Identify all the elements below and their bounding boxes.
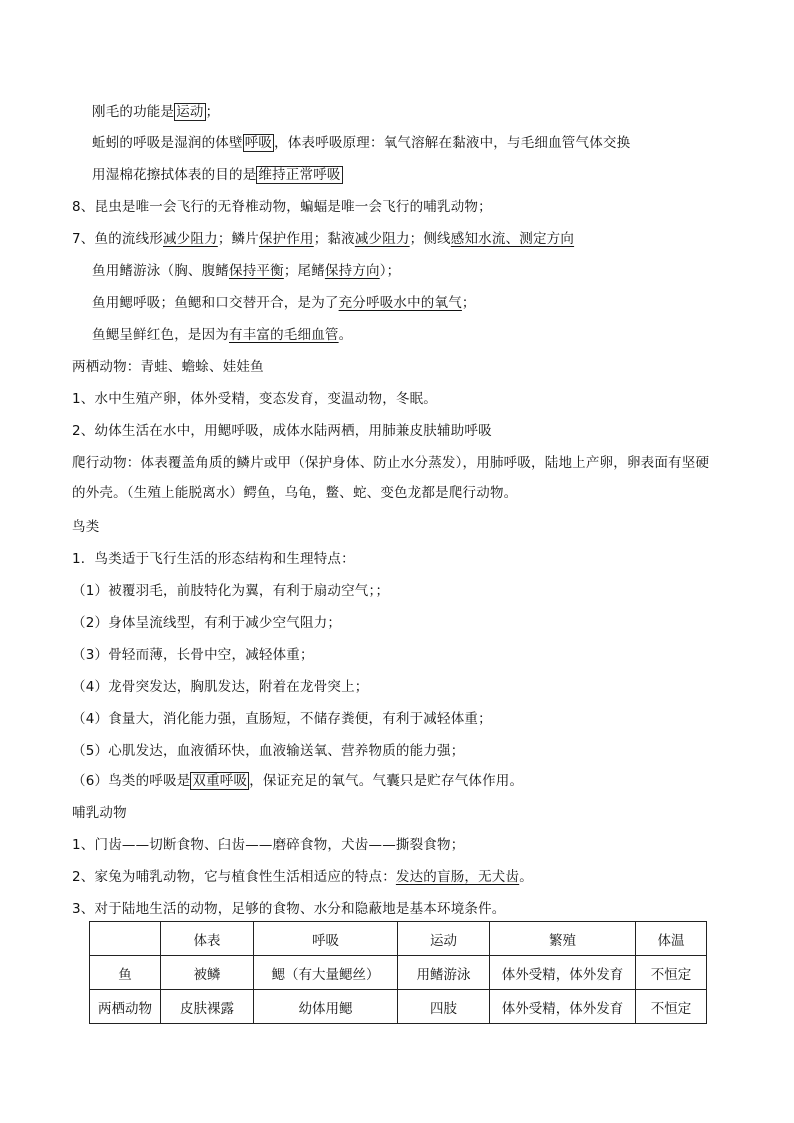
underlined-answer: 保护作用 — [258, 231, 314, 247]
boxed-answer: 维持正常呼吸 — [258, 167, 341, 183]
underlined-answer: 保持方向 — [324, 263, 380, 279]
table-cell: 四肢 — [398, 990, 490, 1024]
table-header-cell: 体表 — [161, 922, 254, 956]
text-line: 1、水中生殖产卵，体外受精，变态发育，变温动物，冬眠。 — [72, 391, 437, 407]
underlined-answer: 减少阻力 — [354, 231, 410, 247]
table-header-cell: 运动 — [398, 922, 490, 956]
table-cell: 鳃（有大量鳃丝） — [254, 956, 398, 990]
table-header-cell — [90, 922, 161, 956]
text-line: 7、鱼的流线形减少阻力；鳞片保护作用；黏液减少阻力；侧线感知水流、测定方向 — [72, 231, 575, 247]
list-item: （3）骨轻而薄，长骨中空，减轻体重； — [72, 647, 314, 663]
table-header-cell: 繁殖 — [490, 922, 636, 956]
table-cell: 体外受精，体外发育 — [490, 990, 636, 1024]
table-cell: 被鳞 — [161, 956, 254, 990]
text-line: 8、昆虫是唯一会飞行的无脊椎动物，蝙蝠是唯一会飞行的哺乳动物； — [72, 199, 492, 215]
table-cell: 幼体用鳃 — [254, 990, 398, 1024]
table-header-cell: 体温 — [636, 922, 707, 956]
section-heading: 两栖动物：青蛙、蟾蜍、娃娃鱼 — [72, 359, 264, 375]
table-cell: 用鳍游泳 — [398, 956, 490, 990]
table-header-cell: 呼吸 — [254, 922, 398, 956]
text-line: 1、门齿——切断食物、臼齿——磨碎食物，犬齿——撕裂食物； — [72, 837, 465, 853]
underlined-answer: 发达的盲肠，无犬齿 — [395, 869, 520, 885]
list-item: （2）身体呈流线型，有利于减少空气阻力； — [72, 615, 342, 631]
boxed-answer: 呼吸 — [244, 135, 273, 151]
text-line: 鱼用鳍游泳（胸、腹鳍保持平衡；尾鳍保持方向）； — [92, 263, 401, 279]
underlined-answer: 减少阻力 — [163, 231, 218, 247]
boxed-answer: 双重呼吸 — [192, 773, 248, 789]
table-header-row — [90, 922, 707, 956]
text-line: 2、幼体生活在水中，用鳃呼吸，成体水陆两栖，用肺兼皮肤辅助呼吸 — [72, 423, 492, 439]
text-line: 刚毛的功能是 运动 ； — [92, 104, 220, 120]
table-cell: 皮肤裸露 — [161, 990, 254, 1024]
text-line: 2、家兔为哺乳动物，它与植食性生活相适应的特点：发达的盲肠，无犬齿。 — [72, 869, 533, 885]
underlined-answer: 充分呼吸水中的氧气 — [338, 295, 462, 311]
list-item: （1）被覆羽毛，前肢特化为翼，有利于扇动空气；； — [72, 583, 390, 599]
list-item: （4）食量大，消化能力强，直肠短，不储存粪便，有利于减轻体重； — [72, 711, 492, 727]
text-line: 鱼鳃呈鲜红色，是因为有丰富的毛细血管。 — [92, 327, 353, 343]
underlined-answer: 保持平衡 — [229, 263, 284, 279]
list-item: （6）鸟类的呼吸是 双重呼吸 ，保证充足的氧气。气囊只是贮存气体作用。 — [72, 773, 524, 789]
table-row — [90, 990, 707, 1024]
table-cell: 不恒定 — [636, 990, 707, 1024]
paragraph: 爬行动物：体表覆盖角质的鳞片或甲（保护身体、防止水分蒸发），用肺呼吸，陆地上产卵，卵表面有坚硬的外壳。（生殖上能脱离水）鳄鱼，乌龟，鳖、蛇、变色龙都是爬行动物。 — [72, 455, 710, 501]
underlined-answer: 有丰富的毛细血管 — [229, 327, 339, 343]
underlined-answer: 感知水流、测定方向 — [450, 231, 575, 247]
text-line: 1．鸟类适于飞行生活的形态结构和生理特点： — [72, 551, 355, 567]
table-cell: 鱼 — [90, 956, 161, 990]
table-row — [90, 956, 707, 990]
text-line: 3、对于陆地生活的动物，足够的食物、水分和隐蔽地是基本环境条件。 — [72, 901, 506, 917]
table-cell: 体外受精，体外发育 — [490, 956, 636, 990]
table-cell: 不恒定 — [636, 956, 707, 990]
text-line: 鱼用鳃呼吸；鱼鳃和口交替开合，是为了充分呼吸水中的氧气； — [92, 295, 476, 311]
table-cell: 两栖动物 — [90, 990, 161, 1024]
text-line: 用湿棉花擦拭体表的目的是 维持正常呼吸 — [92, 167, 341, 183]
section-heading: 哺乳动物 — [72, 805, 127, 821]
boxed-answer: 运动 — [176, 104, 204, 120]
section-heading: 鸟类 — [72, 519, 100, 535]
list-item: （5）心肌发达，血液循环快，血液输送氧、营养物质的能力强； — [72, 743, 465, 759]
list-item: （4）龙骨突发达，胸肌发达，附着在龙骨突上； — [72, 679, 369, 695]
comparison-table — [89, 921, 707, 1024]
text-line: 蚯蚓的呼吸是湿润的体壁 呼吸 ，体表呼吸原理：氧气溶解在黏液中，与毛细血管气体交换 — [92, 135, 631, 151]
